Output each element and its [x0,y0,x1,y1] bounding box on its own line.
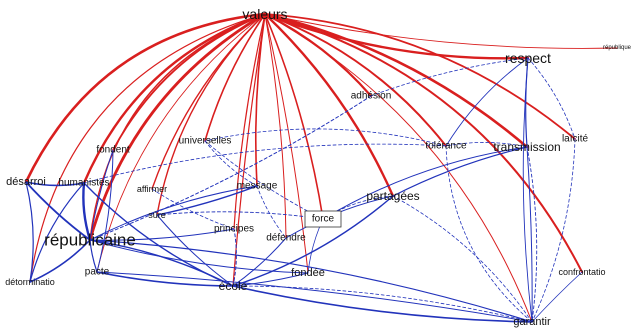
node-label-determinatio: détorminatio [5,277,55,287]
edge-valeurs-republicaine [90,14,265,240]
node-label-ecole: école [218,279,248,293]
node-label-pacte: pacte [84,266,110,278]
edge-respect-laicite [528,58,575,139]
node-fondent [96,145,130,156]
node-force [305,211,341,227]
node-valeurs [242,6,287,22]
node-determinatio [5,277,55,287]
node-label-adhesion: adhésion [350,90,392,102]
node-label-sure: sûre [148,210,166,220]
edge-valeurs-republicaine [90,14,265,240]
node-label-respect: respect [505,50,551,66]
node-transmission [493,140,560,154]
node-respect [505,50,551,66]
node-label-valeurs: valeurs [242,6,288,22]
node-label-message: message [236,180,278,192]
edge-pacte-garantir [97,272,532,322]
node-affirmer [137,184,167,194]
node-label-garantir: garantir [513,316,551,328]
node-garantir [513,316,551,328]
edge-respect-tolerance [446,58,528,146]
edge-valeurs-defendre [265,14,286,238]
edge-confrontatio-garantir [532,272,582,322]
edge-universelles-message [205,141,257,186]
node-label-transmission: transmission [493,140,561,154]
node-label-humanistes: humanistes [58,177,110,189]
node-humanistes [58,178,109,189]
node-principes [214,224,254,235]
node-adhesion [351,91,392,102]
node-label-republique: république [602,45,632,51]
edge-message-defendre [257,186,286,238]
edge-pacte-ecole [97,272,233,286]
node-sure [148,210,166,220]
node-partagees [366,189,419,203]
node-message [237,181,278,192]
edge-ecole-garantir [233,286,532,322]
edge-tolerance-humanistes [84,144,446,183]
node-label-republicaine: républicaine [44,230,136,250]
edge-valeurs-message [256,14,265,186]
edge-ecole-garantir [233,286,532,322]
label-layer [5,6,631,328]
node-label-desarroi: désarroi [6,176,46,188]
node-label-affirmer: affirmer [136,184,168,194]
node-fondee [291,267,325,279]
node-pacte [85,267,110,278]
node-label-confrontatio: confrontatio [558,267,606,277]
node-defendre [266,233,306,244]
node-label-defendre: défendre [266,232,306,244]
edge-tolerance-universelles [205,129,446,146]
node-label-universelles: universelles [178,135,232,147]
node-tolerance [425,141,467,152]
edge-valeurs-laicite [265,14,575,139]
node-laicite [562,134,589,145]
node-label-fondent: fondent [96,144,130,156]
edge-laicite-garantir [532,139,575,322]
node-ecole [219,279,248,293]
node-label-principes: principes [213,223,255,235]
node-label-fondee: fondée [291,267,325,279]
node-republique [603,45,632,51]
edge-tolerance-garantir [446,146,532,322]
node-label-force: force [311,213,335,225]
node-label-partagees: partagées [366,189,420,203]
node-label-laicite: laïcité [561,133,589,145]
node-republicaine [44,231,136,250]
node-confrontatio [558,267,605,277]
node-label-tolerance: tolérance [425,140,467,152]
edge-transmission-force [323,147,527,219]
edge-desarroi-determinatio [26,182,33,282]
node-universelles [179,136,232,147]
edge-valeurs-fondent [113,14,265,150]
node-desarroi [6,176,46,188]
